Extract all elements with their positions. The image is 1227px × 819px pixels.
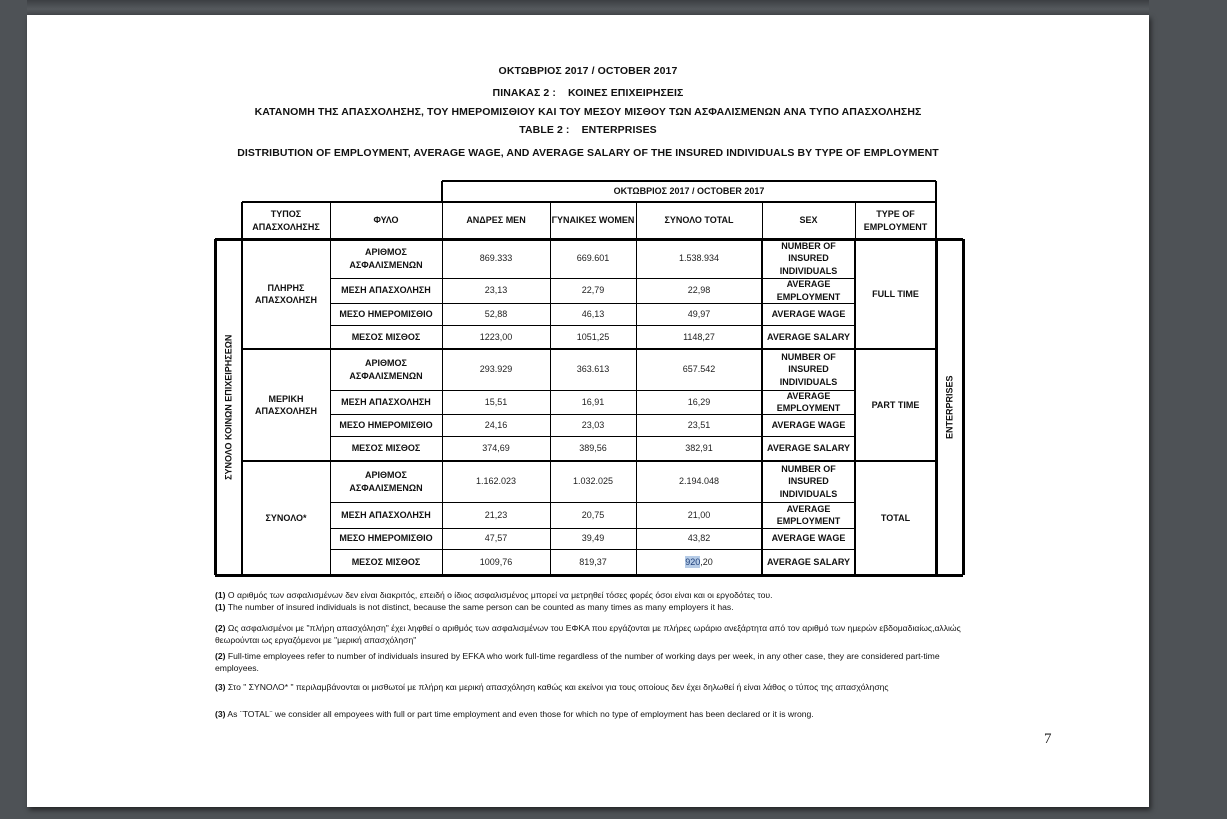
group-type-gr: ΣΥΝΟΛΟ* <box>265 512 307 523</box>
table-rule <box>330 202 331 239</box>
footnote-2-en: (2) Full-time employees refer to number of individuals insured by EFKA who work full-time regardless of the number of working days per week, in any other case, they are considered part-time employees. <box>215 651 940 673</box>
title-period: ΟΚΤΩΒΡΙΟΣ 2017 / OCTOBER 2017 <box>498 65 678 77</box>
table-rule <box>935 181 937 202</box>
table-rule <box>330 239 331 575</box>
value-women: 46,13 <box>581 308 605 319</box>
value-total: 1148,27 <box>683 331 715 342</box>
table-rule <box>962 239 965 575</box>
metric-gr: ΑΡΙΘΜΟΣ ΑΣΦΑΛΙΣΜΕΝΩΝ <box>349 247 423 270</box>
header-type-en: TYPE OF EMPLOYMENT <box>863 209 928 232</box>
value-women: 23,03 <box>581 419 605 430</box>
table-rule <box>330 528 855 529</box>
table-rule <box>330 303 855 304</box>
table-rule <box>855 202 856 239</box>
table-rule <box>935 202 937 239</box>
metric-en: NUMBER OF INSURED INDIVIDUALS <box>779 240 838 276</box>
header-sex-gr: ΦΥΛΟ <box>373 215 399 226</box>
table-rule <box>330 390 855 391</box>
metric-gr: ΜΕΣΟΣ ΜΙΣΘΟΣ <box>351 443 421 454</box>
value-women: 363.613 <box>576 364 610 375</box>
metric-gr: ΜΕΣΗ ΑΠΑΣΧΟΛΗΣΗ <box>341 396 431 407</box>
value-total <box>636 549 762 575</box>
table-rule <box>241 239 243 575</box>
value-total: 382,91 <box>685 443 713 454</box>
table-rule <box>330 502 855 503</box>
header-total: ΣΥΝΟΛΟ TOTAL <box>664 215 734 226</box>
metric-gr: ΜΕΣΟΣ ΜΙΣΘΟΣ <box>351 556 421 567</box>
group-type-en: TOTAL <box>880 512 911 523</box>
left-vertical-label-text: ΣΥΝΟΛΟ ΚΟΙΝΩΝ ΕΠΙΧΕΙΡΗΣΕΩΝ <box>223 334 234 480</box>
value-total: 1.538.934 <box>678 253 720 264</box>
table-rule <box>854 239 856 575</box>
value-total: 21,00 <box>687 509 711 520</box>
metric-en: AVERAGE WAGE <box>771 308 846 319</box>
value-total: 22,98 <box>687 285 711 296</box>
table-rule <box>442 239 443 575</box>
value-men: 21,23 <box>484 509 508 520</box>
metric-en: AVERAGE EMPLOYMENT <box>776 279 841 302</box>
table-rule <box>242 201 442 203</box>
table-rule <box>550 239 551 575</box>
value-men: 52,88 <box>484 308 508 319</box>
value-women: 819,37 <box>579 556 607 567</box>
metric-gr: ΜΕΣΗ ΑΠΑΣΧΟΛΗΣΗ <box>341 285 431 296</box>
right-vertical-label-text: ENTERPRISES <box>944 375 955 439</box>
value-women: 669.601 <box>576 253 610 264</box>
table-rule <box>762 202 763 239</box>
value-total: 23,51 <box>687 419 711 430</box>
table-rule <box>215 238 963 241</box>
table-rule <box>441 181 443 202</box>
table-rule <box>241 202 243 239</box>
value-men: 23,13 <box>484 285 508 296</box>
metric-en: AVERAGE SALARY <box>766 556 850 567</box>
value-men: 293.929 <box>479 364 513 375</box>
table-rule <box>330 278 855 279</box>
value-men: 374,69 <box>482 443 510 454</box>
document-page <box>27 15 1149 807</box>
table-rule <box>550 202 551 239</box>
table-rule <box>215 574 963 577</box>
table-rule <box>761 239 763 575</box>
value-women: 16,91 <box>581 396 605 407</box>
value-total: 16,29 <box>687 396 711 407</box>
metric-gr: ΑΡΙΘΜΟΣ ΑΣΦΑΛΙΣΜΕΝΩΝ <box>349 358 423 381</box>
footnote-2-gr: (2) Ως ασφαλισμένοι με "πλήρη απασχόληση" έχει ληφθεί ο αριθμός των ασφαλισμένων του ΕΦΚΑ που εργάζονται με πλήρες ωράριο ανεξάρτητα από τον αριθμό των ημερών εβδομαδιαίως,αλλιώς θεωρούνται ως εργαζόμενοι με "μερική απασχόληση" <box>215 623 961 645</box>
page-number: 7 <box>1044 731 1052 747</box>
value-men: 869.333 <box>479 253 513 264</box>
value-men: 24,16 <box>484 419 508 430</box>
title-subtitle-gr: ΚΑΤΑΝΟΜΗ ΤΗΣ ΑΠΑΣΧΟΛΗΣΗΣ, ΤΟΥ ΗΜΕΡΟΜΙΣΘΙΟΥ ΚΑΙ ΤΟΥ ΜΕΣΟΥ ΜΙΣΘΟΥ ΤΩΝ ΑΣΦΑΛΙΣΜΕΝΩΝ ΑΝΑ ΤΥΠΟ ΑΠΑΣΧΟΛΗΣΗΣ <box>254 106 922 118</box>
value-total: 49,97 <box>687 308 711 319</box>
value-women: 1.032.025 <box>572 476 614 487</box>
metric-gr: ΜΕΣΟ ΗΜΕΡΟΜΙΣΘΙΟ <box>339 419 433 430</box>
group-type-gr: ΜΕΡΙΚΗ ΑΠΑΣΧΟΛΗΣΗ <box>254 393 318 416</box>
footnote-3-en: (3) As ¨TOTAL¨ we consider all empoyees with full or part time employment and even those for which no type of employment has been declared or it is wrong. <box>215 709 814 719</box>
group-type-gr: ΠΛΗΡΗΣ ΑΠΑΣΧΟΛΗΣΗ <box>254 282 318 305</box>
metric-gr: ΜΕΣΟΣ ΜΙΣΘΟΣ <box>351 331 421 342</box>
value-women: 389,56 <box>579 443 607 454</box>
value-women: 20,75 <box>581 509 605 520</box>
value-men: 1009,76 <box>479 556 513 567</box>
table-rule <box>442 202 443 239</box>
table-rule <box>636 239 637 575</box>
table-rule <box>330 414 855 415</box>
header-type-gr: ΤΥΠΟΣ ΑΠΑΣΧΟΛΗΣΗΣ <box>252 209 320 232</box>
value-men: 47,57 <box>484 533 508 544</box>
value-women: 1051,25 <box>576 331 610 342</box>
metric-gr: ΜΕΣΟ ΗΜΕΡΟΜΙΣΘΙΟ <box>339 308 433 319</box>
footnote-1-en: (1) The number of insured individuals is not distinct, because the same person can be counted as many times as many employers it has. <box>215 602 734 612</box>
metric-en: AVERAGE SALARY <box>766 443 850 454</box>
metric-en: AVERAGE EMPLOYMENT <box>776 503 841 526</box>
table-rule <box>442 180 936 182</box>
header-men: ΑΝΔΡΕΣ MEN <box>466 215 526 226</box>
left-vertical-label <box>215 239 242 575</box>
metric-en: AVERAGE SALARY <box>766 331 850 342</box>
value-women: 39,49 <box>581 533 605 544</box>
table-rule <box>330 549 855 550</box>
header-sex-en: SEX <box>799 215 818 226</box>
metric-gr: ΜΕΣΗ ΑΠΑΣΧΟΛΗΣΗ <box>341 509 431 520</box>
table-rule <box>242 348 936 350</box>
table-rule <box>242 460 936 462</box>
table-rule <box>214 239 217 575</box>
table-rule <box>935 239 938 575</box>
value-total: 43,82 <box>687 533 711 544</box>
period-header: ΟΚΤΩΒΡΙΟΣ 2017 / OCTOBER 2017 <box>613 186 765 197</box>
metric-gr: ΜΕΣΟ ΗΜΕΡΟΜΙΣΘΙΟ <box>339 533 433 544</box>
value-men: 1.162.023 <box>475 476 517 487</box>
right-vertical-label <box>936 239 963 575</box>
metric-gr: ΑΡΙΘΜΟΣ ΑΣΦΑΛΙΣΜΕΝΩΝ <box>349 470 423 493</box>
table-rule <box>636 202 637 239</box>
value-total: 657.542 <box>682 364 716 375</box>
value-men: 1223,00 <box>479 331 513 342</box>
value-total: 2.194.048 <box>678 476 720 487</box>
metric-en: NUMBER OF INSURED INDIVIDUALS <box>779 463 838 499</box>
table-rule <box>330 325 855 326</box>
metric-en: AVERAGE WAGE <box>771 419 846 430</box>
header-women: ΓΥΝΑΙΚΕΣ WOMEN <box>551 215 635 226</box>
title-table-en: TABLE 2 : ENTERPRISES <box>519 124 657 136</box>
viewer-toolbar-edge <box>27 0 1149 15</box>
table-rule <box>442 201 936 203</box>
value-men: 15,51 <box>484 396 508 407</box>
group-type-en: PART TIME <box>871 399 920 410</box>
table-rule <box>330 436 855 437</box>
title-subtitle-en: DISTRIBUTION OF EMPLOYMENT, AVERAGE WAGE, AND AVERAGE SALARY OF THE INSURED INDIVIDUALS BY TYPE OF EMPLOYMENT <box>237 147 939 159</box>
title-table-gr: ΠΙΝΑΚΑΣ 2 : ΚΟΙΝΕΣ ΕΠΙΧΕΙΡΗΣΕΙΣ <box>492 87 684 99</box>
value-women: 22,79 <box>581 285 605 296</box>
metric-en: AVERAGE EMPLOYMENT <box>776 390 841 413</box>
group-type-en: FULL TIME <box>872 288 919 299</box>
value-total-rest: ,20 <box>700 556 713 567</box>
metric-en: AVERAGE WAGE <box>771 533 846 544</box>
text-selection-highlight[interactable]: 920 <box>685 556 701 567</box>
footnote-3-gr: (3) Στο " ΣΥΝΟΛΟ* " περιλαμβάνονται οι μισθωτοί με πλήρη και μερική απασχόληση καθώς και εκείνοι για τους οποίους δεν έχει δηλωθεί ή είναι λάθος ο τύπος της απασχόλησης <box>215 682 889 692</box>
metric-en: NUMBER OF INSURED INDIVIDUALS <box>779 351 838 387</box>
footnote-1-gr: (1) Ο αριθμός των ασφαλισμένων δεν είναι διακριτός, επειδή ο ίδιος ασφαλισμένος μπορεί να μετρηθεί τόσες φορές όσοι είναι και οι εργοδότες του. <box>215 590 773 600</box>
